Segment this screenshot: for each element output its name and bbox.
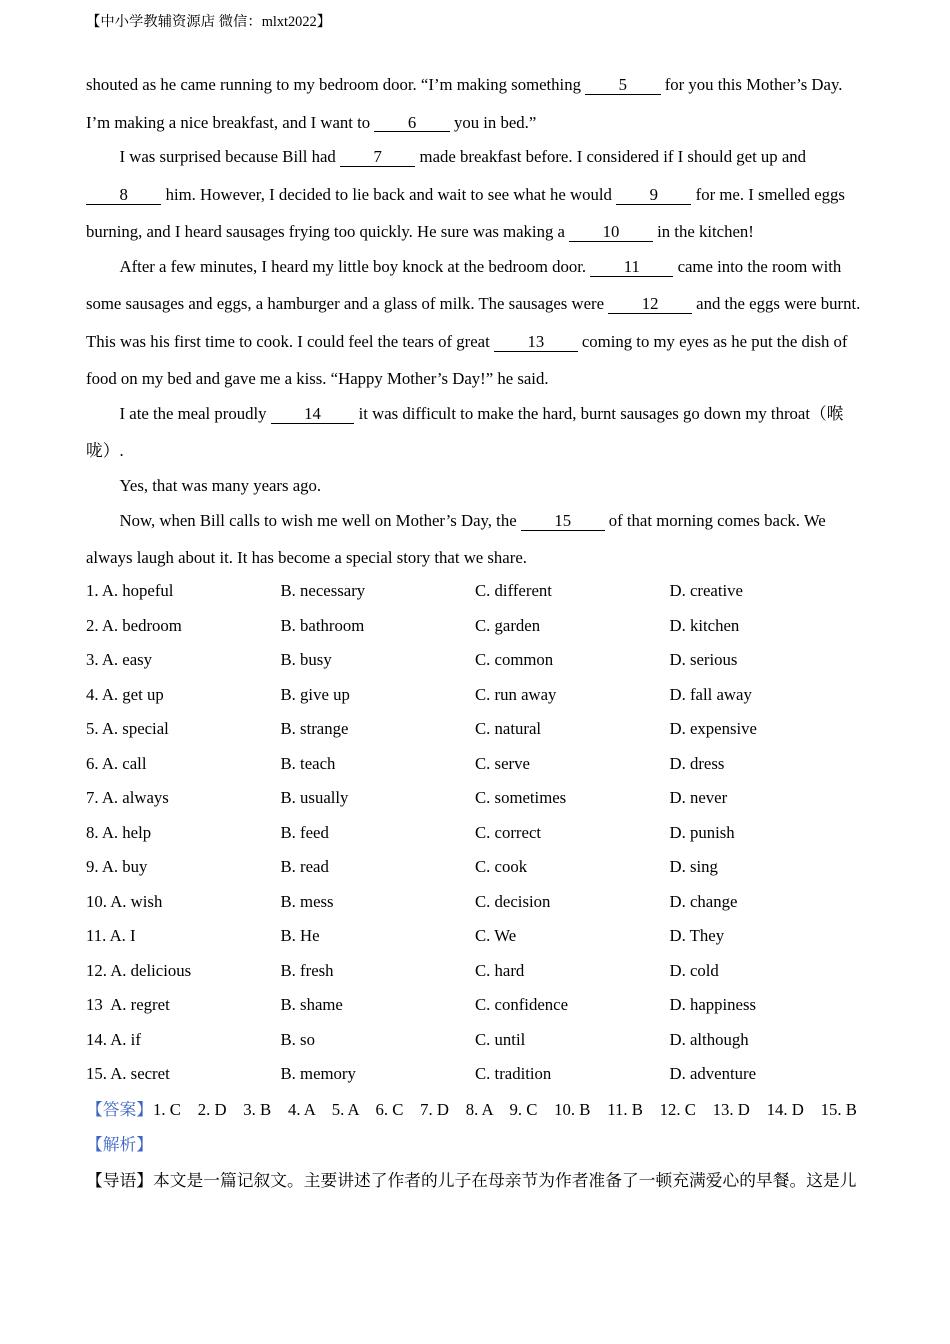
blank-6: 6 <box>374 115 449 133</box>
option-row-2 <box>86 609 886 644</box>
passage-line <box>86 138 886 175</box>
option-d: D. serious <box>669 650 738 670</box>
passage-paragraph-6 <box>86 502 886 577</box>
option-d: D. although <box>669 1029 749 1049</box>
option-b: B. memory <box>280 1064 356 1084</box>
passage-text: for me. I smelled eggs <box>691 184 845 204</box>
option-d: D. dress <box>669 753 725 773</box>
passage-line <box>86 104 886 141</box>
passage-text: some sausages and eggs, a hamburger and a glass of milk. The sausages were <box>86 294 609 314</box>
option-a: 7. A. always <box>86 788 169 808</box>
passage-line <box>86 539 886 576</box>
passage-text: coming to my eyes as he put the dish of <box>577 331 848 351</box>
passage-text: I ate the meal proudly <box>119 404 271 424</box>
blank-9: 9 <box>616 187 691 205</box>
option-row-7 <box>86 781 886 816</box>
passage-line <box>86 467 886 504</box>
passage-line <box>86 395 886 432</box>
option-row-4 <box>86 678 886 713</box>
option-a: 10. A. wish <box>86 891 163 911</box>
option-b: B. necessary <box>280 581 366 601</box>
passage-text: 咙）. <box>86 441 124 461</box>
option-c: C. decision <box>475 891 551 911</box>
blank-10: 10 <box>569 224 653 242</box>
passage-text: After a few minutes, I heard my little boy knock at the bedroom door. <box>119 257 591 277</box>
passage-text: Now, when Bill calls to wish me well on Mother’s Day, the <box>119 511 521 531</box>
option-a: 5. A. special <box>86 719 169 739</box>
option-c: C. confidence <box>475 995 569 1015</box>
option-row-3 <box>86 643 886 678</box>
passage-text: burning, and I heard sausages frying too quickly. He sure was making a <box>86 222 570 242</box>
blank-15: 15 <box>521 513 605 531</box>
source-header: 【中小学教辅资源店 微信：mlxt2022】 <box>86 14 332 30</box>
option-a: 2. A. bedroom <box>86 615 182 635</box>
passage-paragraph-4 <box>86 395 886 470</box>
passage-text: This was his first time to cook. I could feel the tears of great <box>86 331 494 351</box>
option-row-8 <box>86 816 886 851</box>
option-b: B. read <box>280 857 329 877</box>
option-a: 3. A. easy <box>86 650 153 670</box>
blank-14: 14 <box>271 406 355 424</box>
option-c: C. hard <box>475 960 525 980</box>
option-a: 14. A. if <box>86 1029 141 1049</box>
blank-8: 8 <box>86 187 161 205</box>
option-row-15 <box>86 1057 886 1092</box>
blank-13: 13 <box>494 334 578 352</box>
option-c: C. run away <box>475 684 557 704</box>
option-d: D. expensive <box>669 719 757 739</box>
passage-text: came into the room with <box>673 257 842 277</box>
option-a: 12. A. delicious <box>86 960 192 980</box>
option-a: 9. A. buy <box>86 857 148 877</box>
option-d: D. cold <box>669 960 719 980</box>
intro-label: 【导语】 <box>86 1170 154 1190</box>
option-row-14 <box>86 1023 886 1058</box>
passage-line <box>86 176 886 213</box>
option-c: C. correct <box>475 822 542 842</box>
option-c: C. cook <box>475 857 528 877</box>
passage-paragraph-1 <box>86 66 886 141</box>
option-row-13 <box>86 988 886 1023</box>
option-b: B. busy <box>280 650 332 670</box>
passage-text: Yes, that was many years ago. <box>119 476 322 496</box>
option-row-12 <box>86 954 886 989</box>
passage-text: always laugh about it. It has become a special story that we share. <box>86 548 527 568</box>
passage-line <box>86 323 886 360</box>
passage-text: of that morning comes back. We <box>604 511 826 531</box>
passage-line <box>86 248 886 285</box>
option-b: B. mess <box>280 891 334 911</box>
option-d: D. creative <box>669 581 743 601</box>
option-row-10 <box>86 885 886 920</box>
passage-text: it was difficult to make the hard, burnt sausages go down my throat（喉 <box>354 404 844 424</box>
option-b: B. so <box>280 1029 315 1049</box>
option-b: B. He <box>280 926 320 946</box>
passage-line <box>86 213 886 250</box>
passage-paragraph-5 <box>86 467 886 504</box>
option-b: B. shame <box>280 995 343 1015</box>
blank-7: 7 <box>340 149 415 167</box>
option-d: D. never <box>669 788 728 808</box>
passage-line <box>86 285 886 322</box>
option-c: C. common <box>475 650 554 670</box>
options-table <box>86 574 886 1092</box>
intro-line <box>86 1163 886 1199</box>
option-row-5 <box>86 712 886 747</box>
passage-text: in the kitchen! <box>652 222 754 242</box>
option-a: 13 A. regret <box>86 995 170 1015</box>
option-a: 6. A. call <box>86 753 147 773</box>
passage-text: made breakfast before. I considered if I should get up and <box>415 147 807 167</box>
option-b: B. fresh <box>280 960 334 980</box>
answer-line <box>86 1092 886 1128</box>
passage-text: for you this Mother’s Day. <box>660 75 843 95</box>
option-row-9 <box>86 850 886 885</box>
option-d: D. happiness <box>669 995 757 1015</box>
passage-line <box>86 66 886 103</box>
option-a: 15. A. secret <box>86 1064 170 1084</box>
passage-text: shouted as he came running to my bedroom door. “I’m making something <box>86 75 586 95</box>
option-row-6 <box>86 747 886 782</box>
option-d: D. They <box>669 926 725 946</box>
option-d: D. change <box>669 891 738 911</box>
option-c: C. We <box>475 926 517 946</box>
option-b: B. feed <box>280 822 329 842</box>
option-row-1 <box>86 574 886 609</box>
option-c: C. tradition <box>475 1064 552 1084</box>
answer-label: 【答案】 <box>86 1099 154 1119</box>
option-a: 11. A. I <box>86 926 136 946</box>
passage-text: food on my bed and gave me a kiss. “Happy Mother’s Day!” he said. <box>86 369 549 389</box>
option-d: D. sing <box>669 857 718 877</box>
option-d: D. punish <box>669 822 735 842</box>
passage-text: him. However, I decided to lie back and wait to see what he would <box>161 184 617 204</box>
option-b: B. strange <box>280 719 349 739</box>
option-c: C. serve <box>475 753 530 773</box>
passage-text: I was surprised because Bill had <box>119 147 340 167</box>
option-b: B. usually <box>280 788 349 808</box>
passage-line <box>86 360 886 397</box>
answer-key: 1. C 2. D 3. B 4. A 5. A 6. C 7. D 8. A 9. C 10. B 11. B 12. C 13. D 14. D 15. B <box>153 1099 857 1119</box>
intro-text: 本文是一篇记叙文。主要讲述了作者的儿子在母亲节为作者准备了一顿充满爱心的早餐。这是儿 <box>153 1170 857 1190</box>
option-b: B. bathroom <box>280 615 365 635</box>
option-a: 1. A. hopeful <box>86 581 174 601</box>
analysis-label: 【解析】 <box>86 1135 154 1155</box>
option-row-11 <box>86 919 886 954</box>
option-c: C. until <box>475 1029 526 1049</box>
option-c: C. natural <box>475 719 542 739</box>
option-b: B. teach <box>280 753 336 773</box>
option-a: 8. A. help <box>86 822 152 842</box>
analysis-line <box>86 1127 886 1163</box>
passage-paragraph-2 <box>86 138 886 250</box>
option-a: 4. A. get up <box>86 684 164 704</box>
passage-text: I’m making a nice breakfast, and I want to <box>86 112 375 132</box>
blank-11: 11 <box>590 259 673 277</box>
document-body <box>86 66 886 1198</box>
option-b: B. give up <box>280 684 350 704</box>
passage-line <box>86 502 886 539</box>
passage-paragraph-3 <box>86 248 886 398</box>
option-d: D. adventure <box>669 1064 757 1084</box>
option-c: C. sometimes <box>475 788 567 808</box>
option-c: C. garden <box>475 615 541 635</box>
passage-text: you in bed.” <box>449 112 537 132</box>
blank-12: 12 <box>608 296 692 314</box>
option-d: D. kitchen <box>669 615 740 635</box>
blank-5: 5 <box>585 77 660 95</box>
passage-text: and the eggs were burnt. <box>691 294 861 314</box>
option-d: D. fall away <box>669 684 752 704</box>
passage-line <box>86 432 886 469</box>
option-c: C. different <box>475 581 552 601</box>
